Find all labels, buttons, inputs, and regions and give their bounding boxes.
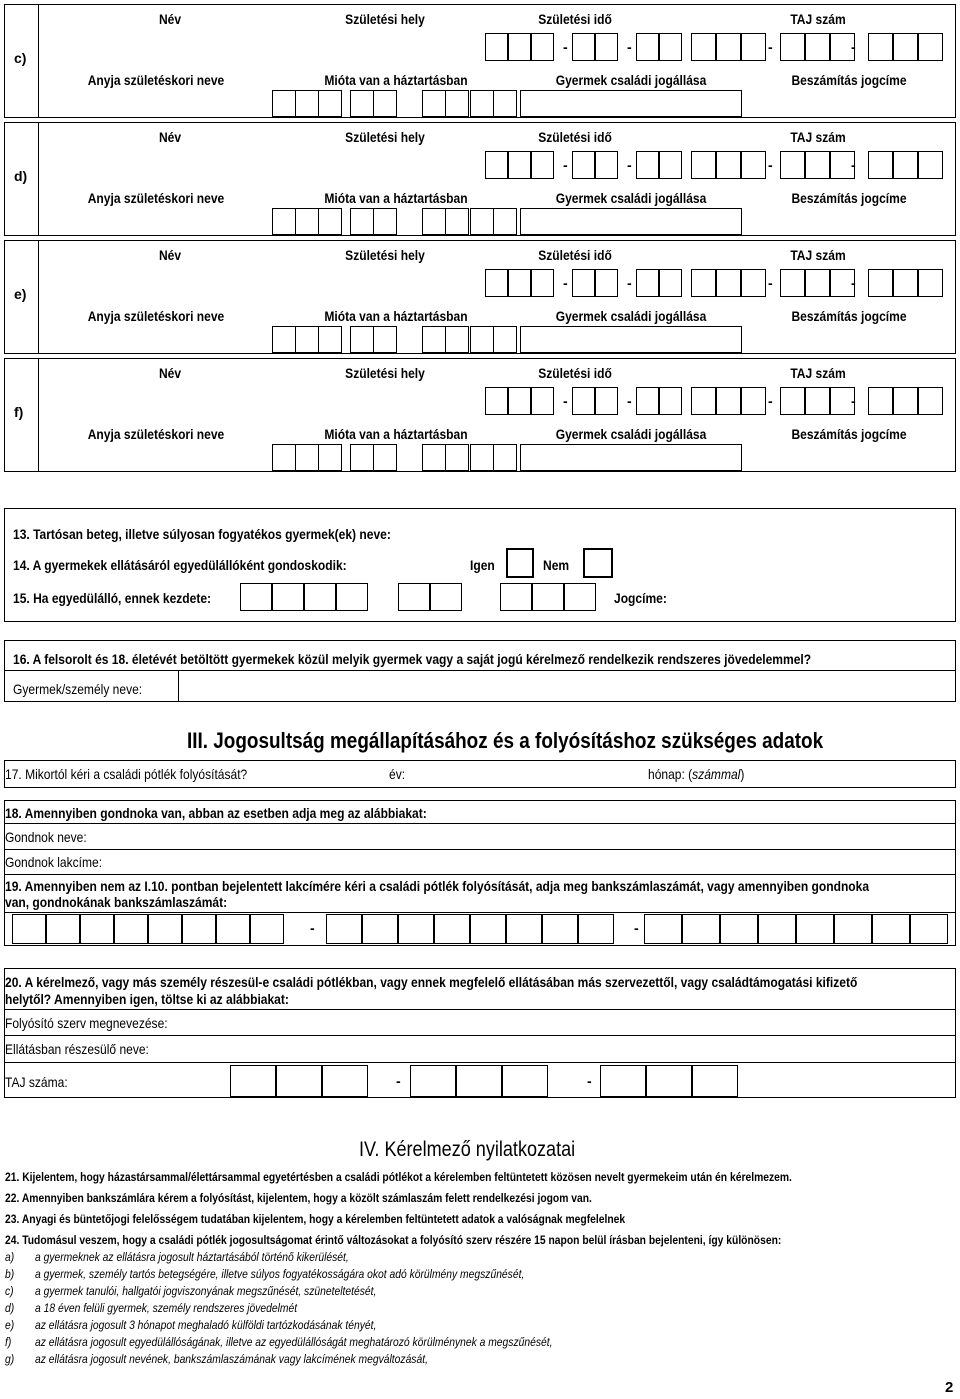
bank-account-digit-cell[interactable] (720, 914, 758, 944)
statement-24-item-text: az ellátásra jogosult 3 hónapot meghaladó külföldi tartózkodásának tényét, (35, 1318, 377, 1332)
taj-digit-cell[interactable] (893, 269, 918, 297)
birth-date-dash: - (627, 157, 632, 173)
taj-dash: - (768, 393, 773, 409)
birth-date-digit-cell[interactable] (659, 33, 682, 61)
q20-taj-digit-cell[interactable] (502, 1065, 548, 1097)
birth-date-digit-cell[interactable] (636, 33, 659, 61)
bank-account-digit-cell[interactable] (12, 914, 46, 944)
birth-date-dash: - (563, 39, 568, 55)
since-date-digit-cell[interactable] (272, 90, 296, 117)
family-status-field[interactable] (520, 326, 742, 353)
q19-label-line2: van, gondnokának bankszámlaszámát: (5, 894, 228, 910)
bank-account-digit-cell[interactable] (216, 914, 250, 944)
section-3-title: III. Jogosultság megállapításához és a folyósításhoz szükséges adatok (187, 728, 824, 753)
column-header: Születési hely (345, 11, 425, 27)
since-date-digit-cell[interactable] (295, 326, 319, 353)
column-header: Név (158, 365, 182, 381)
since-date-digit-cell[interactable] (272, 326, 296, 353)
taj-digit-cell[interactable] (805, 269, 830, 297)
birth-date-digit-cell[interactable] (531, 151, 554, 179)
column-header: Név (158, 129, 182, 145)
bank-account-digit-cell[interactable] (148, 914, 182, 944)
column-header: Születési hely (345, 129, 425, 145)
taj-digit-cell[interactable] (868, 33, 893, 61)
birth-date-digit-cell[interactable] (508, 151, 531, 179)
q20-taj-digit-cell[interactable] (322, 1065, 368, 1097)
q20-person-label: Ellátásban részesülő neve: (5, 1041, 149, 1057)
taj-digit-cell[interactable] (741, 33, 766, 61)
q18-label: 18. Amennyiben gondnoka van, abban az esetben adja meg az alábbiakat: (5, 805, 427, 821)
q17-month-field[interactable] (760, 762, 954, 786)
bank-account-digit-cell[interactable] (250, 914, 284, 944)
q20-divider-3 (4, 1062, 956, 1063)
column-header: TAJ szám (790, 365, 846, 381)
q17-month-number-text: számmal (692, 766, 741, 782)
bank-account-digit-cell[interactable] (578, 914, 614, 944)
since-date-digit-cell[interactable] (373, 326, 397, 353)
taj-digit-cell[interactable] (918, 269, 943, 297)
since-date-digit-cell[interactable] (445, 444, 469, 471)
statement-24-item-key: g) (5, 1352, 15, 1366)
q20-taj-digit-cell[interactable] (692, 1065, 738, 1097)
since-date-digit-cell[interactable] (470, 444, 494, 471)
birth-date-digit-cell[interactable] (485, 387, 508, 415)
bank-account-digit-cell[interactable] (326, 914, 362, 944)
q16-name-label: Gyermek/személy neve: (13, 681, 143, 697)
taj-dash: - (768, 157, 773, 173)
birth-date-digit-cell[interactable] (595, 33, 618, 61)
q15-start-date-cell[interactable] (430, 583, 462, 611)
since-date-digit-cell[interactable] (350, 90, 374, 117)
since-date-digit-cell[interactable] (422, 444, 446, 471)
column-header: Gyermek családi jogállása (555, 190, 707, 206)
column-header: Mióta van a háztartásban (324, 308, 468, 324)
birth-date-dash: - (627, 39, 632, 55)
birth-date-digit-cell[interactable] (531, 269, 554, 297)
bank-account-digit-cell[interactable] (506, 914, 542, 944)
birth-date-digit-cell[interactable] (659, 387, 682, 415)
q20-org-field[interactable] (190, 1011, 950, 1033)
bank-account-digit-cell[interactable] (644, 914, 682, 944)
taj-dash: - (768, 275, 773, 291)
statement-24-item-key: b) (5, 1267, 15, 1281)
child-label: e) (14, 286, 27, 302)
q15-start-date-cell[interactable] (272, 583, 304, 611)
child-label-divider (38, 240, 39, 354)
statement-24-item-key: e) (5, 1318, 15, 1332)
q18-name-label: Gondnok neve: (5, 829, 87, 845)
q16-label: 16. A felsorolt és 18. életévét betöltött gyermekek közül melyik gyermek vagy a saját jogú kérelmező rendelkezik rendszeres jövedelemmel? (13, 651, 812, 667)
taj-digit-cell[interactable] (691, 151, 716, 179)
q20-taj-digit-cell[interactable] (600, 1065, 646, 1097)
taj-digit-cell[interactable] (868, 269, 893, 297)
since-date-digit-cell[interactable] (318, 326, 342, 353)
since-date-digit-cell[interactable] (493, 326, 517, 353)
taj-dash: - (851, 393, 856, 409)
since-date-digit-cell[interactable] (350, 208, 374, 235)
taj-digit-cell[interactable] (893, 387, 918, 415)
taj-digit-cell[interactable] (805, 33, 830, 61)
bank-account-digit-cell[interactable] (362, 914, 398, 944)
q15-start-date-cell[interactable] (304, 583, 336, 611)
birth-date-digit-cell[interactable] (508, 387, 531, 415)
column-header: TAJ szám (790, 11, 846, 27)
statement-24-item-text: a gyermek tanulói, hallgatói jogviszonyának megszűnését, szüneteltetését, (35, 1284, 377, 1298)
taj-digit-cell[interactable] (868, 387, 893, 415)
bank-account-digit-cell[interactable] (470, 914, 506, 944)
q17-label: 17. Mikortól kéri a családi pótlék folyósítását? (5, 766, 248, 782)
q14-yes-checkbox[interactable] (506, 548, 534, 578)
q20-taj-digit-cell[interactable] (646, 1065, 692, 1097)
birth-date-digit-cell[interactable] (595, 387, 618, 415)
since-date-digit-cell[interactable] (272, 444, 296, 471)
q17-month-text: hónap: ( (648, 766, 693, 782)
q13-label: 13. Tartósan beteg, illetve súlyosan fogyatékos gyermek(ek) neve: (13, 526, 391, 542)
since-date-digit-cell[interactable] (422, 208, 446, 235)
since-date-digit-cell[interactable] (318, 90, 342, 117)
q20-taj-label: TAJ száma: (5, 1074, 68, 1090)
since-date-digit-cell[interactable] (445, 326, 469, 353)
column-header: Anyja születéskori neve (87, 190, 225, 206)
birth-date-dash: - (627, 393, 632, 409)
taj-digit-cell[interactable] (868, 151, 893, 179)
child-label-divider (38, 4, 39, 118)
taj-digit-cell[interactable] (918, 33, 943, 61)
taj-digit-cell[interactable] (741, 151, 766, 179)
since-date-digit-cell[interactable] (350, 444, 374, 471)
q18-name-field[interactable] (120, 825, 950, 847)
since-date-digit-cell[interactable] (350, 326, 374, 353)
q20-taj-digit-cell[interactable] (456, 1065, 502, 1097)
q17-month-close: ) (740, 766, 745, 782)
statement-24-item-key: c) (5, 1284, 14, 1298)
q18-divider-2 (4, 849, 956, 850)
bank-account-digit-cell[interactable] (834, 914, 872, 944)
column-header: Beszámítás jogcíme (791, 190, 907, 206)
q15-start-date-cell[interactable] (240, 583, 272, 611)
birth-date-digit-cell[interactable] (595, 269, 618, 297)
q20-divider-2 (4, 1035, 956, 1036)
since-date-digit-cell[interactable] (272, 208, 296, 235)
bank-account-digit-cell[interactable] (758, 914, 796, 944)
bank-account-digit-cell[interactable] (80, 914, 114, 944)
birth-date-digit-cell[interactable] (636, 269, 659, 297)
birth-date-digit-cell[interactable] (572, 387, 595, 415)
statement-24-item-key: a) (5, 1250, 15, 1264)
q20-taj-digit-cell[interactable] (410, 1065, 456, 1097)
child-label: f) (14, 404, 24, 420)
taj-digit-cell[interactable] (716, 151, 741, 179)
column-header: Gyermek családi jogállása (555, 426, 707, 442)
statement-24: 24. Tudomásul veszem, hogy a családi pótlék jogosultságomat érintő változásokat a folyósító szerv részére 15 napon belül írásban bejelenteni, így különösen: (5, 1233, 782, 1247)
since-date-digit-cell[interactable] (295, 90, 319, 117)
column-header: Anyja születéskori neve (87, 72, 225, 88)
birth-date-dash: - (563, 275, 568, 291)
q20-label-line1: 20. A kérelmező, vagy más személy részesül-e családi pótlékban, vagy ennek megfelelő ellátásában más szervezettől, vagy családtámogatási kifizető (5, 974, 858, 990)
column-header: Anyja születéskori neve (87, 308, 225, 324)
column-header: Beszámítás jogcíme (791, 72, 907, 88)
q16-name-field[interactable] (179, 671, 955, 701)
column-header: Születési hely (345, 365, 425, 381)
bank-account-digit-cell[interactable] (434, 914, 470, 944)
q14-label: 14. A gyermekek ellátásáról egyedülállóként gondoskodik: (13, 557, 347, 573)
statement-24-item-text: a 18 éven felüli gyermek, személy rendszeres jövedelmét (35, 1301, 298, 1315)
taj-digit-cell[interactable] (741, 269, 766, 297)
since-date-digit-cell[interactable] (373, 90, 397, 117)
taj-digit-cell[interactable] (918, 387, 943, 415)
birth-date-digit-cell[interactable] (485, 269, 508, 297)
birth-date-digit-cell[interactable] (572, 151, 595, 179)
q15-start-date-cell[interactable] (564, 583, 596, 611)
statement-23: 23. Anyagi és büntetőjogi felelősségem tudatában kijelentem, hogy a kérelemben feltüntetett adatok a valóságnak megfelelnek (5, 1212, 626, 1226)
column-header: Mióta van a háztartásban (324, 72, 468, 88)
q17-month-label (648, 766, 744, 782)
taj-digit-cell[interactable] (716, 269, 741, 297)
taj-digit-cell[interactable] (893, 151, 918, 179)
child-label: d) (14, 168, 28, 184)
column-header: Születési idő (538, 365, 612, 381)
statement-24-item-text: az ellátásra jogosult nevének, bankszámlaszámának vagy lakcímének megváltozását, (35, 1352, 428, 1366)
statement-24-item-text: az ellátásra jogosult egyedülállóságának, illetve az egyedülállóságát meghatározó körülménynek a megszűnését, (35, 1335, 553, 1349)
family-status-field[interactable] (520, 90, 742, 117)
birth-date-dash: - (627, 275, 632, 291)
q15-label: 15. Ha egyedülálló, ennek kezdete: (13, 590, 212, 606)
family-status-field[interactable] (520, 208, 742, 235)
birth-date-digit-cell[interactable] (485, 151, 508, 179)
since-date-digit-cell[interactable] (445, 208, 469, 235)
since-date-digit-cell[interactable] (295, 444, 319, 471)
taj-dash: - (851, 157, 856, 173)
q17-year-label: év: (389, 766, 406, 782)
taj-digit-cell[interactable] (893, 33, 918, 61)
birth-date-digit-cell[interactable] (508, 269, 531, 297)
taj-dash: - (851, 275, 856, 291)
birth-date-digit-cell[interactable] (636, 387, 659, 415)
taj-digit-cell[interactable] (780, 151, 805, 179)
q15-jogcim-label: Jogcíme: (614, 590, 667, 606)
child-label-divider (38, 122, 39, 236)
bank-account-digit-cell[interactable] (182, 914, 216, 944)
column-header: Születési idő (538, 129, 612, 145)
statement-21: 21. Kijelentem, hogy házastársammal/élettársammal egyetértésben a családi pótlékot a kérelemben feltüntetett közösen nevelt gyermekeim után én kérelmezem. (5, 1170, 792, 1184)
column-header: Anyja születéskori neve (87, 426, 225, 442)
q14-no-checkbox[interactable] (583, 548, 613, 578)
since-date-digit-cell[interactable] (493, 208, 517, 235)
q15-start-date-cell[interactable] (398, 583, 430, 611)
since-date-digit-cell[interactable] (373, 444, 397, 471)
column-header: Gyermek családi jogállása (555, 308, 707, 324)
bank-account-digit-cell[interactable] (910, 914, 948, 944)
column-header: Születési hely (345, 247, 425, 263)
q14-no-label: Nem (543, 557, 570, 573)
since-date-digit-cell[interactable] (318, 444, 342, 471)
column-header: Beszámítás jogcíme (791, 426, 907, 442)
q15-start-date-cell[interactable] (336, 583, 368, 611)
statement-22: 22. Amennyiben bankszámlára kérem a folyósítást, kijelentem, hogy a közölt számlaszám felett rendelkezési jogom van. (5, 1191, 592, 1205)
q19-divider (4, 912, 956, 913)
q17-year-field[interactable] (420, 762, 640, 786)
q15-start-date-cell[interactable] (532, 583, 564, 611)
since-date-digit-cell[interactable] (470, 208, 494, 235)
birth-date-dash: - (563, 157, 568, 173)
taj-digit-cell[interactable] (918, 151, 943, 179)
statement-24-item-key: d) (5, 1301, 15, 1315)
column-header: Név (158, 11, 182, 27)
birth-date-digit-cell[interactable] (659, 151, 682, 179)
taj-dash: - (768, 39, 773, 55)
taj-digit-cell[interactable] (805, 387, 830, 415)
column-header: Gyermek családi jogállása (555, 72, 707, 88)
since-date-digit-cell[interactable] (422, 90, 446, 117)
taj-digit-cell[interactable] (716, 33, 741, 61)
child-label-divider (38, 358, 39, 472)
taj-digit-cell[interactable] (780, 269, 805, 297)
since-date-digit-cell[interactable] (373, 208, 397, 235)
birth-date-digit-cell[interactable] (508, 33, 531, 61)
q18-divider-3 (4, 874, 956, 875)
child-label: c) (14, 50, 27, 66)
q20-label-line2: helytől? Amennyiben igen, töltse ki az alábbiakat: (5, 991, 289, 1007)
column-header: Születési idő (538, 11, 612, 27)
q20-taj-dash: - (396, 1073, 401, 1089)
bank-account-dash: - (634, 920, 639, 936)
taj-digit-cell[interactable] (691, 269, 716, 297)
taj-digit-cell[interactable] (805, 151, 830, 179)
taj-digit-cell[interactable] (780, 33, 805, 61)
column-header: TAJ szám (790, 247, 846, 263)
since-date-digit-cell[interactable] (422, 326, 446, 353)
taj-digit-cell[interactable] (716, 387, 741, 415)
q20-taj-digit-cell[interactable] (276, 1065, 322, 1097)
birth-date-digit-cell[interactable] (636, 151, 659, 179)
birth-date-digit-cell[interactable] (572, 269, 595, 297)
column-header: TAJ szám (790, 129, 846, 145)
birth-date-digit-cell[interactable] (595, 151, 618, 179)
taj-digit-cell[interactable] (780, 387, 805, 415)
statement-24-item-key: f) (5, 1335, 12, 1349)
q20-taj-dash: - (587, 1073, 592, 1089)
birth-date-digit-cell[interactable] (531, 387, 554, 415)
q18-divider-1 (4, 823, 956, 824)
q18-address-field[interactable] (140, 851, 950, 873)
taj-dash: - (851, 39, 856, 55)
taj-digit-cell[interactable] (741, 387, 766, 415)
family-status-field[interactable] (520, 444, 742, 471)
bank-account-digit-cell[interactable] (682, 914, 720, 944)
bank-account-digit-cell[interactable] (542, 914, 578, 944)
q18-address-label: Gondnok lakcíme: (5, 854, 103, 870)
column-header: Beszámítás jogcíme (791, 308, 907, 324)
since-date-digit-cell[interactable] (470, 326, 494, 353)
bank-account-dash: - (310, 920, 315, 936)
birth-date-dash: - (563, 393, 568, 409)
statement-24-item-text: a gyermeknek az ellátásra jogosult háztartásából történő kikerülését, (35, 1250, 349, 1264)
taj-digit-cell[interactable] (691, 33, 716, 61)
since-date-digit-cell[interactable] (493, 90, 517, 117)
column-header: Születési idő (538, 247, 612, 263)
since-date-digit-cell[interactable] (318, 208, 342, 235)
column-header: Név (158, 247, 182, 263)
q19-label-line1: 19. Amennyiben nem az I.10. pontban bejelentett lakcímére kéri a családi pótlék folyósítását, adja meg bankszámlaszámát, vagy amennyiben gondnoka (5, 878, 870, 894)
q14-yes-label: Igen (470, 557, 495, 573)
since-date-digit-cell[interactable] (493, 444, 517, 471)
q20-divider-1 (4, 1009, 956, 1010)
since-date-digit-cell[interactable] (295, 208, 319, 235)
birth-date-digit-cell[interactable] (531, 33, 554, 61)
column-header: Mióta van a háztartásban (324, 426, 468, 442)
statement-24-item-text: a gyermek, személy tartós betegségére, illetve súlyos fogyatékosságára okot adó körülmény megszűnését, (35, 1267, 525, 1281)
birth-date-digit-cell[interactable] (659, 269, 682, 297)
q20-taj-digit-cell[interactable] (230, 1065, 276, 1097)
bank-account-digit-cell[interactable] (114, 914, 148, 944)
bank-account-digit-cell[interactable] (398, 914, 434, 944)
q20-org-label: Folyósító szerv megnevezése: (5, 1015, 168, 1031)
bank-account-digit-cell[interactable] (872, 914, 910, 944)
q20-person-field[interactable] (170, 1037, 950, 1059)
section-4-title: IV. Kérelmező nyilatkozatai (359, 1138, 576, 1161)
since-date-digit-cell[interactable] (470, 90, 494, 117)
page-number: 2 (945, 1379, 954, 1396)
birth-date-digit-cell[interactable] (485, 33, 508, 61)
since-date-digit-cell[interactable] (445, 90, 469, 117)
column-header: Mióta van a háztartásban (324, 190, 468, 206)
taj-digit-cell[interactable] (691, 387, 716, 415)
q15-start-date-cell[interactable] (500, 583, 532, 611)
birth-date-digit-cell[interactable] (572, 33, 595, 61)
bank-account-digit-cell[interactable] (796, 914, 834, 944)
bank-account-digit-cell[interactable] (46, 914, 80, 944)
